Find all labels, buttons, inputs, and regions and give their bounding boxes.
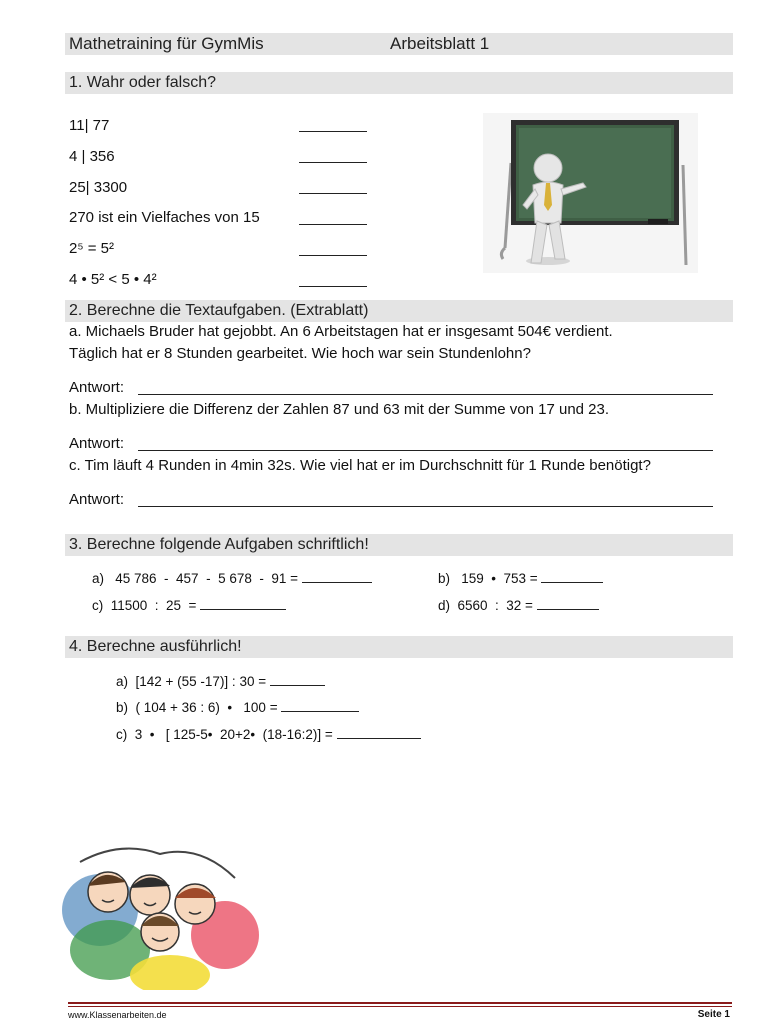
page-number: Seite 1 xyxy=(697,1009,730,1020)
task-c: c. Tim läuft 4 Runden in 4min 32s. Wie viel hat er im Durchschnitt für 1 Runde benötigt? xyxy=(69,457,651,474)
answer-label-b: Antwort: xyxy=(69,435,125,452)
answer-blank[interactable] xyxy=(299,224,367,225)
answer-line-c[interactable] xyxy=(138,506,713,507)
children-group-illustration xyxy=(60,840,260,990)
calc-4c xyxy=(116,726,421,744)
answer-blank[interactable] xyxy=(299,193,367,194)
true-false-item: 11| 77 xyxy=(69,117,110,134)
calc-4a xyxy=(116,673,325,691)
calc-3c-expression: c) 11500 : 25 = xyxy=(92,598,201,613)
task-a-line-2: Täglich hat er 8 Stunden gearbeitet. Wie hoch war sein Stundenlohn? xyxy=(69,345,531,362)
answer-line-b[interactable] xyxy=(138,450,713,451)
header-bar xyxy=(65,33,733,55)
worksheet-title: Mathetraining für GymMis xyxy=(69,34,264,53)
answer-blank[interactable] xyxy=(299,131,367,132)
section-2-heading: 2. Berechne die Textaufgaben. (Extrablatt) xyxy=(65,300,733,322)
answer-label-a: Antwort: xyxy=(69,379,125,396)
footer-website[interactable]: www.Klassenarbeiten.de xyxy=(68,1010,167,1020)
teacher-chalkboard-illustration xyxy=(483,113,698,273)
calc-3c-blank[interactable] xyxy=(200,609,286,610)
calc-3d-expression: d) 6560 : 32 = xyxy=(438,598,537,613)
calc-3a-expression: a) 45 786 - 457 - 5 678 - 91 = xyxy=(92,571,302,586)
answer-blank[interactable] xyxy=(299,255,367,256)
calc-3b-expression: b) 159 • 753 = xyxy=(438,571,542,586)
calc-4b-blank[interactable] xyxy=(281,711,359,712)
answer-blank[interactable] xyxy=(299,162,367,163)
calc-4a-expression: a) [142 + (55 -17)] : 30 = xyxy=(116,674,270,689)
footer-rule xyxy=(68,1002,732,1004)
answer-label-c: Antwort: xyxy=(69,491,125,508)
true-false-item: 270 ist ein Vielfaches von 15 xyxy=(69,209,260,226)
answer-blank[interactable] xyxy=(299,286,367,287)
calc-3a-blank[interactable] xyxy=(302,582,372,583)
calc-4b-expression: b) ( 104 + 36 : 6) • 100 = xyxy=(116,700,282,715)
section-1-heading: 1. Wahr oder falsch? xyxy=(65,72,733,94)
calc-3b xyxy=(438,570,603,588)
true-false-item: 4 • 5² < 5 • 4² xyxy=(69,271,157,288)
section-4-heading: 4. Berechne ausführlich! xyxy=(65,636,733,658)
section-3-heading: 3. Berechne folgende Aufgaben schriftlich! xyxy=(65,534,733,556)
task-a-line-1: a. Michaels Bruder hat gejobbt. An 6 Arbeitstagen hat er insgesamt 504€ verdient. xyxy=(69,323,613,340)
calc-3d xyxy=(438,597,599,615)
sheet-label: Arbeitsblatt 1 xyxy=(390,34,490,53)
true-false-item: 2⁵ = 5² xyxy=(69,240,114,257)
footer-rule-thin xyxy=(68,1006,732,1007)
answer-line-a[interactable] xyxy=(138,394,713,395)
calc-4a-blank[interactable] xyxy=(270,685,325,686)
true-false-item: 25| 3300 xyxy=(69,179,128,196)
calc-4c-expression: c) 3 • [ 125-5• 20+2• (18-16:2)] = xyxy=(116,727,337,742)
task-b: b. Multipliziere die Differenz der Zahlen 87 und 63 mit der Summe von 17 und 23. xyxy=(69,401,610,418)
calc-3d-blank[interactable] xyxy=(537,609,599,610)
true-false-item: 4 | 356 xyxy=(69,148,115,165)
calc-4b xyxy=(116,699,359,717)
calc-3a xyxy=(92,570,372,588)
calc-4c-blank[interactable] xyxy=(337,738,421,739)
calc-3b-blank[interactable] xyxy=(541,582,603,583)
calc-3c xyxy=(92,597,286,615)
